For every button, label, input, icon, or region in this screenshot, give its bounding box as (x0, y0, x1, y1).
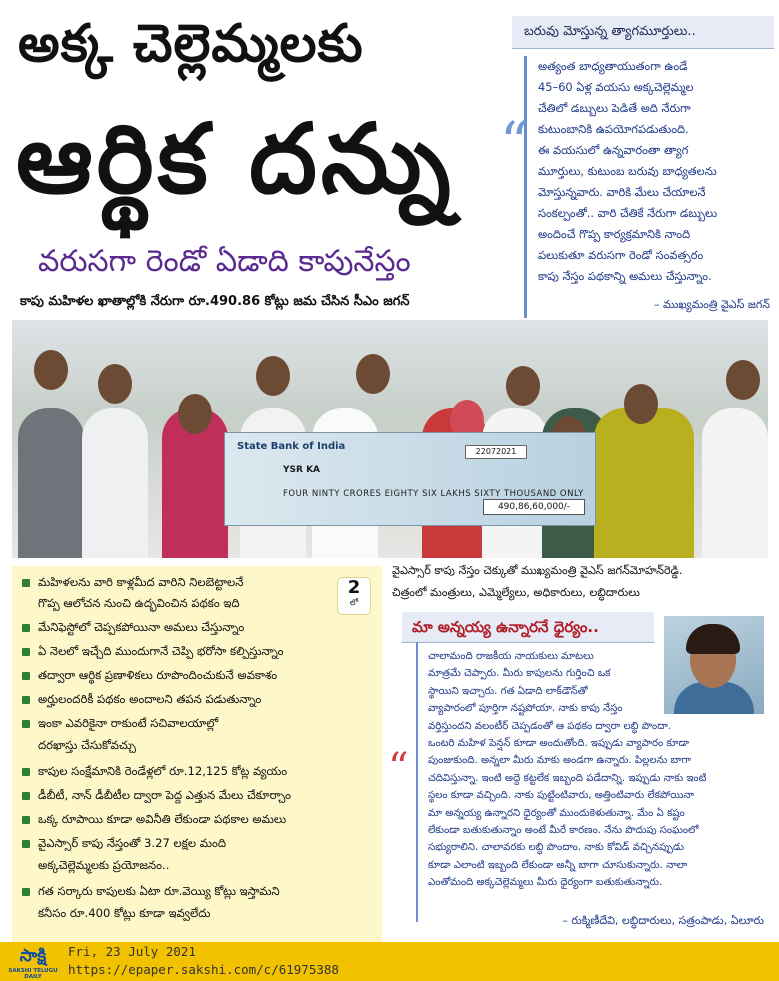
article-line: పుంజుకుంది. అన్నలా మీరు మాకు అండగా ఉన్నారు. పిల్లలను బాగా (428, 755, 691, 767)
quote-line: సంకల్పంతో.. వారి చేతికే నేరుగా డబ్బులు (538, 206, 718, 220)
highlights-panel (12, 566, 382, 942)
article-line: స్థాయిని ఇచ్చారు. గత ఏడాది లాక్‌డౌన్‌తో (428, 685, 588, 697)
quote-line: చేతిలో డబ్బులు పెడితే అది నేరుగా (538, 101, 691, 115)
quote-line: మూర్తులు, కుటుంబ బరువు బాధ్యతలను (538, 164, 717, 178)
list-item: వైఎస్సార్‌ కాపు నేస్తంతో 3.27 లక్షల మంది (12, 835, 380, 852)
sakshi-logo[interactable] (4, 944, 62, 978)
cheque-payee: YSR KA (283, 465, 321, 475)
list-item: అర్హులందరికీ పథకం అందాలని తపన పడుతున్నాం (12, 691, 380, 708)
article-line: చదివిస్తున్నా. ఇంటి అద్దె కట్టలేక ఇబ్బంది పడేదాన్ని. ఇప్పుడు నాకు ఇంటి (428, 772, 707, 784)
article-line: ఒంటరి మహిళ పెన్షన్‌ కూడా అందుతోంది. ఇప్పుడు వ్యాపారం కూడా (428, 738, 689, 750)
person-head (256, 356, 290, 396)
list-item: ఒక్క రూపాయి కూడా అవినీతి లేకుండా పథకాల అమలు (12, 811, 380, 828)
quote-line: మోస్తున్నవారు. వారికి మేలు చేయాలనే (538, 185, 706, 199)
person-head (34, 350, 68, 390)
cm-quote-box (500, 16, 774, 326)
photo-caption (392, 560, 766, 604)
quote-signature: – ముఖ్యమంత్రి వైఎస్‌ జగన్‌ (653, 298, 770, 311)
article-signature: – రుక్మిణీదేవి, లబ్ధిదారులు, సత్రంపాడు, ఏలూరు (562, 914, 764, 927)
quote-line: పలుకుతూ వరుసగా రెండో సంవత్సరం (538, 248, 704, 262)
person-head (178, 394, 212, 434)
person-head (98, 364, 132, 404)
article-line: మా అన్నయ్య ఉన్నారని ధైర్యంతో ముందుకెళుతున్నా. మేం ఏ కష్టం (428, 807, 685, 819)
list-item: డీబీటీ, నాన్‌ డీబీటీల ద్వారా పెద్ద ఎత్తున మేలు చేకూర్చాం (12, 787, 380, 804)
quote-rule (524, 56, 527, 318)
list-item: తద్వారా ఆర్థిక ప్రణాళికలు రూపొందించుకునే అవకాశం (12, 667, 380, 684)
article-line: చాలామంది రాజకీయ నాయకులు మాటలు (428, 651, 594, 662)
article-line: వర్తిస్తుందని వలంటీర్‌ చెప్పడంతో ఆ పథకం ద్వారా లబ్ధి పొందా. (428, 720, 672, 732)
cheque (224, 432, 596, 526)
list-item: గొప్ప ఆలోచన నుంచి ఉద్భవించిన పథకం ఇది (38, 596, 240, 610)
article-line: కూడా ఎలాంటి ఇబ్బంది లేకుండా అన్నీ బాగా చూసుకున్నారు. నాలా (428, 859, 688, 871)
list-item: కనీసం రూ.400 కోట్లు కూడా ఇవ్వలేదు (38, 906, 211, 920)
article-line: ఎంతోమంది అక్కచెల్లెమ్మలు మీరు ధైర్యంగా బతుకుతున్నారు. (428, 877, 663, 889)
article-title: మా అన్నయ్య ఉన్నారనే ధైర్యం.. (402, 612, 654, 643)
person-figure (18, 408, 84, 558)
edition-date: Fri, 23 July 2021 (68, 944, 196, 959)
caption-line: చిత్రంలో మంత్రులు, ఎమ్మెల్యేలు, అధికారులు, లబ్ధిదారులు (392, 586, 640, 599)
epaper-link[interactable]: https://epaper.sakshi.com/c/61975388 (68, 962, 339, 977)
list-item: దరఖాస్తు చేసుకోవచ్చు (38, 738, 136, 752)
person-head (506, 366, 540, 406)
person-figure (702, 408, 768, 558)
person-figure (594, 408, 694, 558)
event-photo (12, 320, 768, 558)
headline-deck: కాపు మహిళల ఖాతాల్లోకి నేరుగా రూ.490.86 కోట్లు జమ చేసిన సీఎం జగన్ (20, 294, 410, 309)
footer-bar (0, 942, 779, 981)
quote-line: అత్యంత బాధ్యతాయుతంగా ఉండే (538, 59, 688, 73)
badge-number: 2 (347, 577, 361, 598)
logo-subtext: SAKSHI TELUGU DAILY (8, 968, 58, 980)
quote-title: బరువు మోస్తున్న త్యాగమూర్తులు.. (512, 16, 774, 49)
cheque-number: 22072021 (465, 445, 527, 459)
list-item: మేనిఫెస్టోలో చెప్పకపోయినా అమలు చేస్తున్నాం (12, 619, 380, 636)
headline-line2: ఆర్థిక దన్ను (16, 103, 455, 215)
article-line: సభ్యురాలిని. చాలావరకు లబ్ధి పొందాం. నాకు కోవిడ్‌ వచ్చినప్పుడు (428, 842, 684, 854)
logo-text: సాక్షి (19, 946, 47, 966)
quote-line: 45–60 ఏళ్ల వయసు అక్కచెల్లెమ్మల (538, 80, 694, 94)
article-line: మాత్రమే చెప్పారు. మీరు కాపులను గుర్తించి ఒక (428, 668, 611, 680)
list-item: అక్కచెల్లెమ్మలకు ప్రయోజనం.. (38, 858, 170, 872)
list-item: గత సర్కారు కాపులకు ఏటా రూ.వెయ్యి కోట్లు ఇస్తామని (12, 883, 380, 900)
cheque-amount: 490,86,60,000/- (483, 499, 585, 515)
cheque-bank: State Bank of India (237, 441, 346, 452)
headline-line1: అక్క చెల్లెమ్మలకు (18, 14, 364, 74)
article-body (428, 648, 766, 892)
quote-line: కుటుంబానికి ఉపయోగపడుతుంది. (538, 122, 689, 136)
quote-line: కాపు నేస్తం పథకాన్ని అమలు చేస్తున్నాం. (538, 269, 712, 283)
quote-line: ఈ వయసులో ఉన్నవారంతా త్యాగ (538, 143, 689, 157)
badge-suffix: లో (349, 598, 359, 607)
person-head (726, 360, 760, 400)
quote-line: అందించే గొప్ప కార్యక్రమానికి నాంది (538, 227, 691, 241)
article-rule (416, 642, 418, 922)
list-item: ఏ నెలలో ఇచ్చేది ముందుగానే చెప్పి భరోసా కల్పిస్తున్నాం (12, 643, 380, 660)
quote-body (538, 56, 772, 287)
person-head (624, 384, 658, 424)
beneficiary-article (388, 612, 772, 942)
quote-mark-icon: “ (500, 111, 529, 176)
article-line: వ్యాపారంలో పూర్తిగా నష్టపోయా. నాకు కాపు నేస్తం (428, 703, 623, 715)
list-item: ఇంకా ఎవరికైనా రాకుంటే సచివాలయాల్లో (12, 715, 380, 732)
article-line: లేకుండా బతుకుతున్నాం అంటే మీరే కారణం. నేను పొదుపు సంఘంలో (428, 825, 699, 837)
quote-mark-icon: “ (388, 745, 409, 791)
cheque-amount-words: FOUR NINTY CRORES EIGHTY SIX LAKHS SIXTY THOUSAND ONLY (283, 489, 584, 499)
list-item: మహిళలను వారి కాళ్లమీద వారిని నిలబెట్టాలనే (12, 574, 380, 591)
person-figure (82, 408, 148, 558)
list-item: కాపుల సంక్షేమానికి రెండేళ్లలో రూ.12,125 కోట్ల వ్యయం (12, 763, 380, 780)
person-head (356, 354, 390, 394)
article-line: స్థలం కూడా వచ్చింది. నాకు పుట్టింటివారు, అత్తింటివారు లేకపోయినా (428, 790, 694, 802)
caption-line: వైఎస్సార్‌ కాపు నేస్తం చెక్కుతో ముఖ్యమంత్రి వైఎస్‌ జగన్‌మోహన్‌రెడ్డి. (392, 564, 683, 577)
headline-subtitle: వరుసగా రెండో ఏడాది కాపునేస్తం (38, 244, 411, 279)
